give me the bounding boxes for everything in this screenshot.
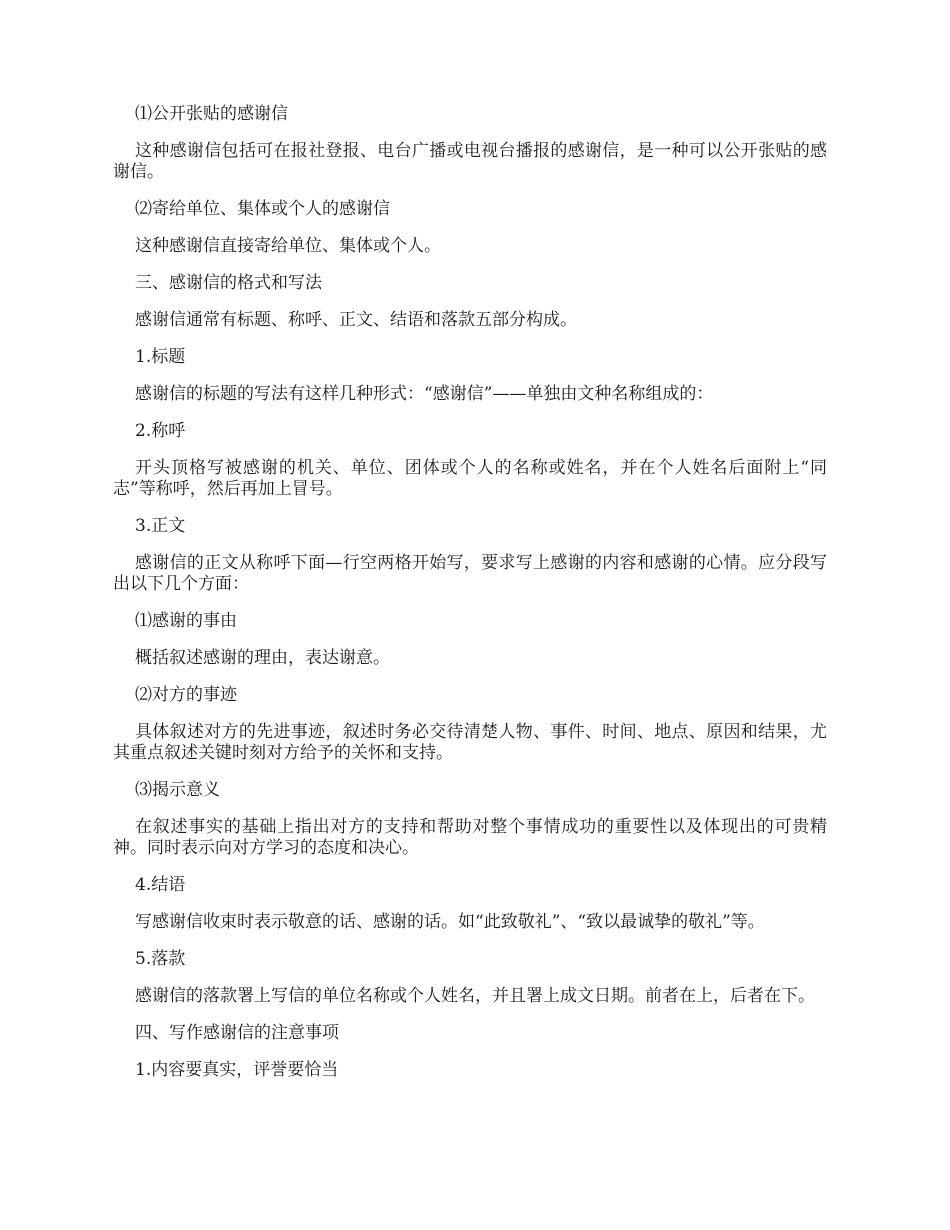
item-heading-truthful: 1.内容要真实，评誉要恰当 [135,1060,339,1080]
paragraph-title: 感谢信的标题的写法有这样几种形式：“感谢信”——单独由文种名称组成的： [135,384,714,404]
paragraph-reason: 概括叙述感谢的理由，表达谢意。 [135,648,390,668]
paragraph-structure: 感谢信通常有标题、称呼、正文、结语和落款五部分构成。 [135,310,577,330]
document-body [113,104,827,1097]
paragraph-significance: 在叙述事实的基础上指出对方的支持和帮助对整个事情成功的重要性以及体现出的可贵精神。同时表示向对方学习的态度和决心。 [113,817,827,858]
paragraph-body: 感谢信的正文从称呼下面—行空两格开始写，要求写上感谢的内容和感谢的心情。应分段写出以下几个方面： [113,553,827,594]
item-heading-title: 1.标题 [135,347,186,367]
section-heading-notes: 四、写作感谢信的注意事项 [135,1023,339,1043]
subheading-public-letter: ⑴公开张贴的感谢信 [135,104,288,124]
subheading-mailed-letter: ⑵寄给单位、集体或个人的感谢信 [135,199,390,219]
subheading-reason: ⑴感谢的事由 [135,611,237,631]
subheading-significance: ⑶揭示意义 [135,780,220,800]
paragraph-public-letter: 这种感谢信包括可在报社登报、电台广播或电视台播报的感谢信，是一种可以公开张贴的感谢信。 [113,141,827,182]
section-heading-format: 三、感谢信的格式和写法 [135,273,322,293]
item-heading-salutation: 2.称呼 [135,421,186,441]
paragraph-signature: 感谢信的落款署上写信的单位名称或个人姓名，并且署上成文日期。前者在上，后者在下。 [135,986,815,1006]
subheading-deeds: ⑵对方的事迹 [135,685,237,705]
item-heading-signature: 5.落款 [135,949,186,969]
item-heading-body: 3.正文 [135,516,186,536]
paragraph-deeds: 具体叙述对方的先进事迹，叙述时务必交待清楚人物、事件、时间、地点、原因和结果，尤其重点叙述关键时刻对方给予的关怀和支持。 [113,722,827,763]
paragraph-closing: 写感谢信收束时表示敬意的话、感谢的话。如“此致敬礼”、“致以最诚挚的敬礼”等。 [135,912,765,932]
item-heading-closing: 4.结语 [135,875,186,895]
paragraph-mailed-letter: 这种感谢信直接寄给单位、集体或个人。 [135,236,441,256]
paragraph-salutation: 开头顶格写被感谢的机关、单位、团体或个人的名称或姓名，并在个人姓名后面附上“同志”等称呼，然后再加上冒号。 [113,458,827,499]
